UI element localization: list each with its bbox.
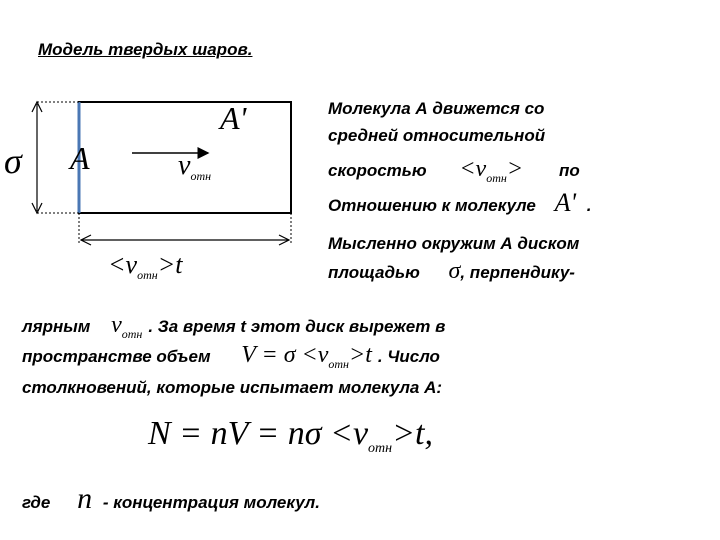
avg-velocity-symbol — [459, 156, 529, 185]
molecule-a-label: A — [70, 140, 90, 176]
right-line-3-text: скоростью — [328, 161, 427, 180]
v-symbol: v — [352, 415, 369, 452]
volume-formula — [241, 342, 378, 371]
n-symbol: n — [77, 482, 93, 515]
title-dot: . — [247, 40, 253, 59]
bracket-close: > — [157, 250, 176, 279]
body-line-1-text: лярным — [22, 317, 91, 336]
sigma-label: σ — [4, 141, 22, 181]
body-line-2 — [22, 342, 440, 369]
right-line-6-text: площадью — [328, 263, 420, 282]
v-subscript: отн — [190, 169, 212, 183]
right-line-1: Молекула А движется со — [328, 99, 545, 118]
molecule-a-prime-label: A' — [220, 100, 247, 136]
v-rel-symbol — [111, 312, 148, 341]
right-line-6 — [328, 258, 575, 286]
right-line-6-tail: , перпендику- — [460, 263, 575, 282]
sigma-symbol: σ — [448, 258, 461, 284]
where-description: - концентрация молекул. — [102, 493, 320, 512]
v-subscript: отн — [121, 327, 143, 341]
v-subscript: отн — [137, 268, 158, 282]
t-symbol: t — [365, 342, 372, 368]
right-line-2: средней относительной — [328, 126, 546, 145]
bracket-open: < — [108, 250, 126, 279]
v-symbol: v — [317, 342, 329, 368]
body-line-2-text: пространстве объем — [22, 347, 211, 366]
path-length-label — [108, 250, 183, 280]
collision-formula — [148, 415, 433, 456]
v-subscript: отн — [368, 441, 393, 456]
bracket-close: > — [392, 415, 416, 452]
v-subscript: отн — [486, 171, 507, 185]
t-symbol: t — [175, 250, 183, 279]
a-prime-symbol: A' — [554, 188, 577, 217]
collision-formula-head: N = nV = nσ < — [148, 415, 353, 452]
right-line-4-text: Отношению к молекуле — [328, 196, 536, 215]
v-symbol: v — [178, 150, 191, 181]
bracket-close: > — [349, 342, 366, 368]
v-symbol: v — [475, 156, 487, 182]
right-line-3-po: по — [559, 161, 580, 180]
right-line-3 — [328, 156, 580, 186]
right-line-4 — [328, 189, 591, 219]
body-line-3: столкновений, которые испытает молекула А: — [22, 378, 443, 397]
bracket-open: < — [459, 156, 476, 182]
where-text: где — [22, 493, 51, 512]
v-subscript: отн — [328, 357, 349, 371]
volume-formula-head: V = σ < — [241, 342, 318, 368]
right-line-5: Мысленно окружим А диском — [328, 234, 580, 253]
title-text: Модель твердых шаров — [38, 40, 248, 59]
v-symbol: v — [111, 312, 122, 338]
body-line-1 — [22, 312, 445, 339]
body-line-2-tail: . Число — [377, 347, 440, 366]
collision-formula-tail: t, — [415, 415, 433, 452]
right-line-4-dot: . — [586, 196, 592, 215]
bracket-close: > — [506, 156, 524, 182]
velocity-label — [178, 150, 211, 182]
where-line — [22, 482, 320, 516]
v-symbol: v — [125, 250, 138, 279]
body-line-1-tail: . За время t этот диск вырежет в — [148, 317, 446, 336]
